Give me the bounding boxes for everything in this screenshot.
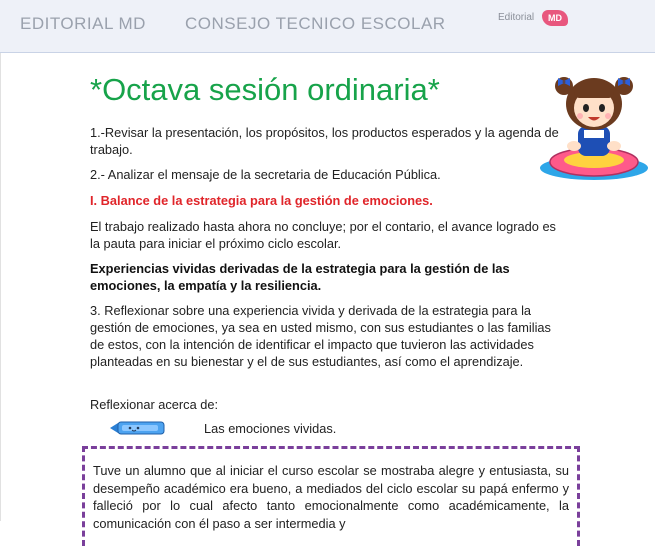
agenda-item-3: 3. Reflexionar sobre una experiencia vivida y derivada de la estrategia para la gestión de emociones, ya sea en usted mismo, con sus estudiantes o las familias de estos, con la intención de identificar el impacto que tuvieron las actividades planteadas en su bienestar y el de sus estudiantes, así como el aprendizaje.: [90, 303, 551, 369]
logo-mark: MD: [542, 10, 568, 26]
header-subtitle: CONSEJO TECNICO ESCOLAR: [185, 14, 446, 33]
crayon-icon: [108, 420, 168, 436]
document-header: [0, 0, 655, 53]
experience-text: Tuve un alumno que al iniciar el curso escolar se mostraba alegre y entusiasta, su desempeño académico era bueno, a mediados del ciclo escolar su papá enfermo y falleció por lo cual afecto tanto emocionalmente como académicamente, la comunicación con él paso a ser intermedia y: [93, 463, 569, 531]
agenda-item-2: 2.- Analizar el mensaje de la secretaria de Educación Pública.: [90, 167, 441, 182]
page-title: *Octava sesión ordinaria*: [90, 72, 440, 107]
bold-heading: Experiencias vividas derivadas de la estrategia para la gestión de las emociones, la empatía y la resiliencia.: [90, 261, 510, 293]
agenda-item-1: 1.-Revisar la presentación, los propósitos, los productos esperados y la agenda de trabajo.: [90, 125, 559, 157]
experience-box: [82, 446, 580, 546]
editorial-logo: [498, 8, 570, 30]
logo-text: Editorial: [498, 12, 535, 23]
girl-swim-ring-illustration: [538, 64, 650, 184]
section-heading: I. Balance de la estrategia para la gestión de emociones.: [90, 193, 433, 208]
reflect-label: Reflexionar acerca de:: [90, 397, 219, 412]
header-brand: EDITORIAL MD: [20, 14, 146, 33]
bullet-item: Las emociones vividas.: [204, 421, 337, 436]
intro-paragraph: El trabajo realizado hasta ahora no concluye; por el contario, el avance logrado es la pauta para iniciar el próximo ciclo escolar.: [90, 219, 556, 251]
